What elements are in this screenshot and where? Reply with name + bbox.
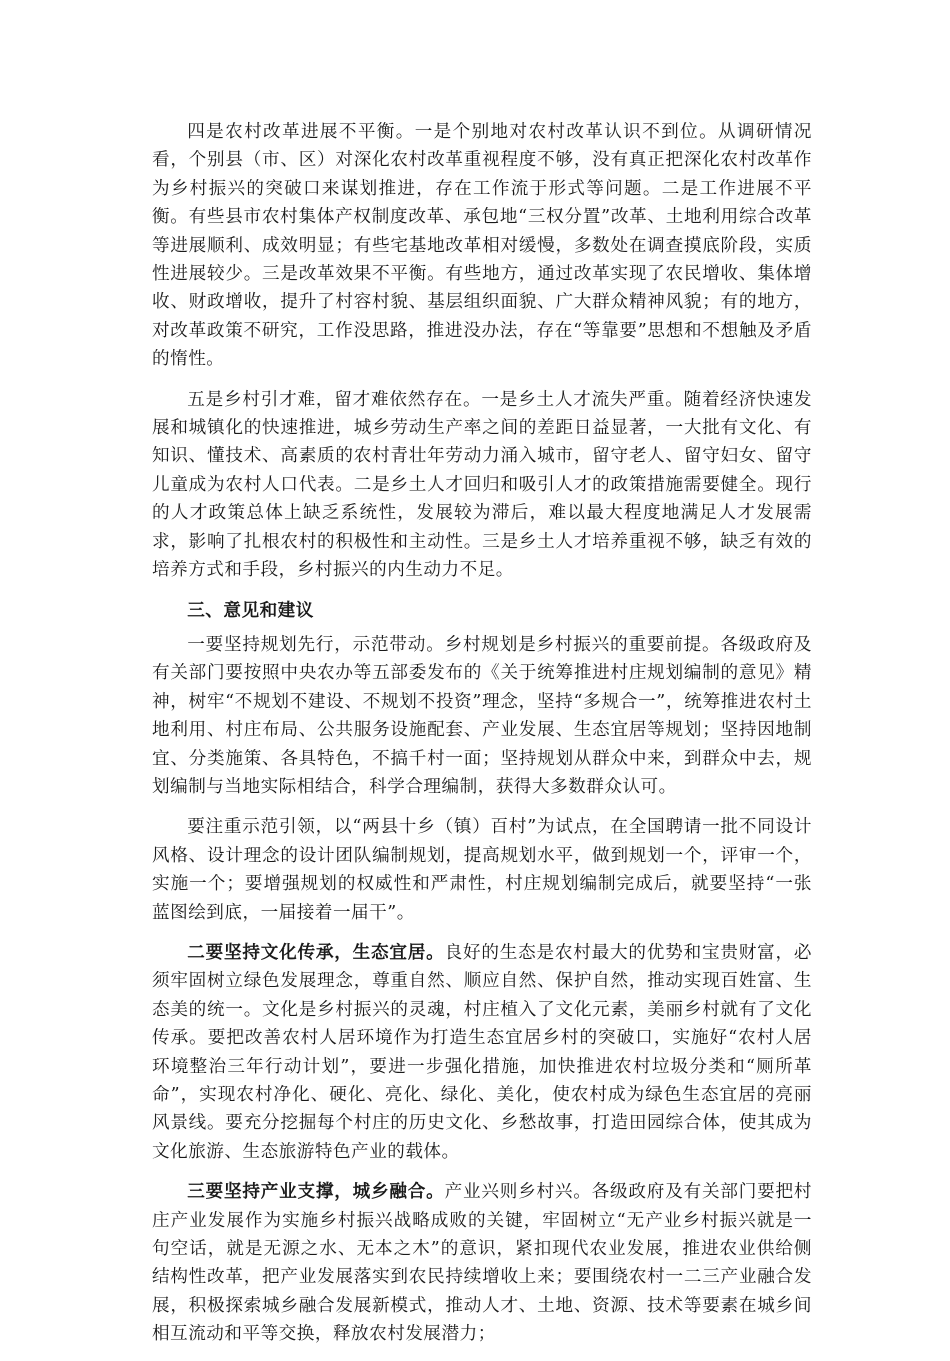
paragraph-lead: 二要坚持文化传承，生态宜居。 (187, 941, 445, 963)
paragraph-talent-retention (152, 386, 812, 585)
paragraph-text: 产业兴则乡村兴。各级政府及有关部门要把村庄产业发展作为实施乡村振兴战略成败的关键，牢固树立“无产业乡村振兴就是一句空话，就是无源之水、无本之木”的意识，紧扣现代农业发展，推进农业供给侧结构性改革，把产业发展落实到农民持续增收上来；要围绕农村一二三产业融合发展，积极探索城乡融合发展新模式，推动人才、土地、资源、技术等要素在城乡间相互流动和平等交换，释放农村发展潜力； (152, 1182, 812, 1345)
paragraph-text: 良好的生态是农村最大的优势和宝贵财富，必须牢固树立绿色发展理念，尊重自然、顺应自然、保护自然，推动实现百姓富、生态美的统一。文化是乡村振兴的灵魂，村庄植入了文化元素，美丽乡村就有了文化传承。要把改善农村人居环境作为打造生态宜居乡村的突破口，实施好“农村人居环境整治三年行动计划”，要进一步强化措施，加快推进农村垃圾分类和“厕所革命”，实现农村净化、硬化、亮化、绿化、美化，使农村成为绿色生态宜居的亮丽风景线。要充分挖掘每个村庄的历史文化、乡愁故事，打造田园综合体，使其成为文化旅游、生态旅游特色产业的载体。 (152, 942, 812, 1162)
paragraph-text: 要注重示范引领，以“两县十乡（镇）百村”为试点，在全国聘请一批不同设计风格、设计理念的设计团队编制规划，提高规划水平，做到规划一个，评审一个，实施一个；要增强规划的权威性和严肃性，村庄规划编制完成后，就要坚持“一张蓝图绘到底，一届接着一届干”。 (152, 817, 812, 923)
paragraph-planning-first (152, 631, 812, 801)
paragraph-culture-ecology (152, 939, 812, 1166)
paragraph-text: 一要坚持规划先行，示范带动。乡村规划是乡村振兴的重要前提。各级政府及有关部门要按照中央农办等五部委发布的《关于统筹推进村庄规划编制的意见》精神，树牢“不规划不建设、不规划不投资”理念，坚持“多规合一”，统筹推进农村土地利用、村庄布局、公共服务设施配套、产业发展、生态宜居等规划；坚持因地制宜、分类施策、各具特色，不搞千村一面；坚持规划从群众中来，到群众中去，规划编制与当地实际相结合，科学合理编制，获得大多数群众认可。 (152, 634, 812, 797)
paragraph-demonstration (152, 813, 812, 927)
section-heading: 三、意见和建议 (187, 599, 314, 621)
paragraph-lead: 三要坚持产业支撑，城乡融合。 (187, 1181, 445, 1203)
paragraph-rural-reform-imbalance (152, 118, 812, 374)
paragraph-industry-support (152, 1178, 812, 1348)
paragraph-text: 四是农村改革进展不平衡。一是个别地对农村改革认识不到位。从调研情况看，个别县（市、区）对深化农村改革重视程度不够，没有真正把深化农村改革作为乡村振兴的突破口来谋划推进，存在工作流于形式等问题。二是工作进展不平衡。有些县市农村集体产权制度改革、承包地“三权分置”改革、土地利用综合改革等进展顺利、成效明显；有些宅基地改革相对缓慢，多数处在调查摸底阶段，实质性进展较少。三是改革效果不平衡。有些地方，通过改革实现了农民增收、集体增收、财政增收，提升了村容村貌、基层组织面貌、广大群众精神风貌；有的地方，对改革政策不研究，工作没思路，推进没办法，存在“等靠要”思想和不想触及矛盾的惰性。 (152, 122, 812, 370)
paragraph-text: 五是乡村引才难，留才难依然存在。一是乡土人才流失严重。随着经济快速发展和城镇化的快速推进，城乡劳动生产率之间的差距日益显著，一大批有文化、有知识、懂技术、高素质的农村青壮年劳动力涌入城市，留守老人、留守妇女、留守儿童成为农村人口代表。二是乡土人才回归和吸引人才的政策措施需要健全。现行的人才政策总体上缺乏系统性，发展较为滞后，难以最大程度地满足人才发展需求，影响了扎根农村的积极性和主动性。三是乡土人才培养重视不够，缺乏有效的培养方式和手段，乡村振兴的内生动力不足。 (152, 389, 812, 581)
document-body (152, 118, 812, 1361)
